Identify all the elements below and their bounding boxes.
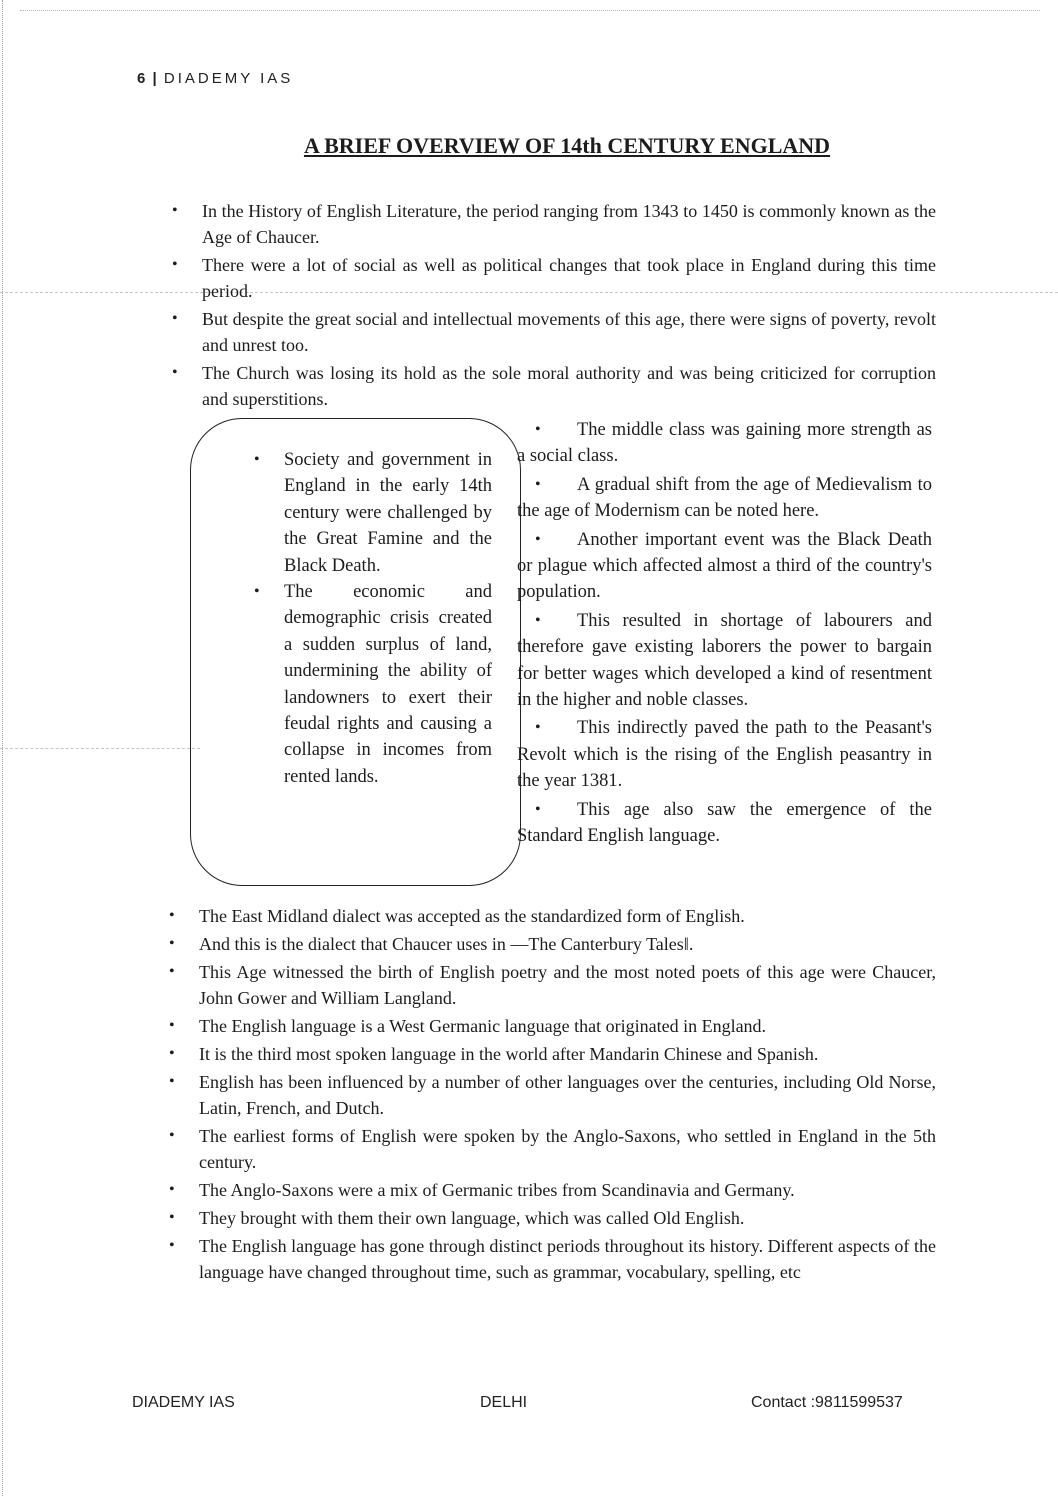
page-header <box>137 70 293 87</box>
list-item: • The earliest forms of English were spoken by the Anglo-Saxons, who settled in England in the 5th century. <box>165 1123 936 1175</box>
list-item: • In the History of English Literature, the period ranging from 1343 to 1450 is commonly known as the Age of Chaucer. <box>168 198 936 250</box>
right-column-bullet-list <box>517 417 932 852</box>
main-bullet-list <box>165 903 936 1287</box>
header-separator: | <box>152 70 157 87</box>
list-item: • This Age witnessed the birth of English poetry and the most noted poets of this age were Chaucer, John Gower and William Langland. <box>165 959 936 1011</box>
list-item: • This age also saw the emergence of the Standard English language. <box>517 797 932 850</box>
list-item: • The East Midland dialect was accepted as the standardized form of English. <box>165 903 936 929</box>
list-item: • There were a lot of social as well as political changes that took place in England during this time period. <box>168 252 936 304</box>
list-item: • It is the third most spoken language in the world after Mandarin Chinese and Spanish. <box>165 1041 936 1067</box>
scan-edge-top <box>20 10 1040 12</box>
list-item: • The English language is a West Germanic language that originated in England. <box>165 1013 936 1039</box>
list-item: • The English language has gone through distinct periods throughout its history. Different aspects of the language have changed throughout time, such as grammar, vocabulary, spelling, etc <box>165 1233 936 1285</box>
page-number: 6 <box>137 70 146 87</box>
list-item: • But despite the great social and intellectual movements of this age, there were signs of poverty, revolt and unrest too. <box>168 306 936 358</box>
header-brand: DIADEMY IAS <box>163 70 294 87</box>
page-title: A BRIEF OVERVIEW OF 14th CENTURY ENGLAND <box>303 133 831 158</box>
list-item: • The Church was losing its hold as the sole moral authority and was being criticized for corruption and superstitions. <box>168 360 936 412</box>
intro-bullet-list <box>168 198 936 414</box>
list-item: • English has been influenced by a number of other languages over the centuries, including Old Norse, Latin, French, and Dutch. <box>165 1069 936 1121</box>
list-item: • And this is the dialect that Chaucer uses in —The Canterbury Tales‖. <box>165 931 936 957</box>
list-item: • The middle class was gaining more strength as a social class. <box>517 417 932 470</box>
footer-brand: DIADEMY IAS <box>132 1394 235 1411</box>
footer-contact: Contact :9811599537 <box>751 1394 903 1411</box>
list-item: • A gradual shift from the age of Medievalism to the age of Modernism can be noted here. <box>517 472 932 525</box>
list-item: • Society and government in England in the early 14th century were challenged by the Great Famine and the Black Death. <box>250 447 492 579</box>
footer-location: DELHI <box>480 1394 528 1411</box>
list-item: • The Anglo-Saxons were a mix of Germanic tribes from Scandinavia and Germany. <box>165 1177 936 1203</box>
box-bullet-list <box>250 447 492 790</box>
list-item: • Another important event was the Black Death or plague which affected almost a third of the country's population. <box>517 527 932 606</box>
list-item: • They brought with them their own language, which was called Old English. <box>165 1205 936 1231</box>
list-item: • This indirectly paved the path to the Peasant's Revolt which is the rising of the English peasantry in the year 1381. <box>517 715 932 794</box>
list-item: • This resulted in shortage of labourers and therefore gave existing laborers the power to bargain for better wages which developed a kind of resentment in the higher and noble classes. <box>517 608 932 714</box>
list-item: • The economic and demographic crisis created a sudden surplus of land, undermining the ability of landowners to exert their feudal rights and causing a collapse in incomes from rented lands. <box>250 579 492 790</box>
scan-artifact-line <box>0 748 200 750</box>
